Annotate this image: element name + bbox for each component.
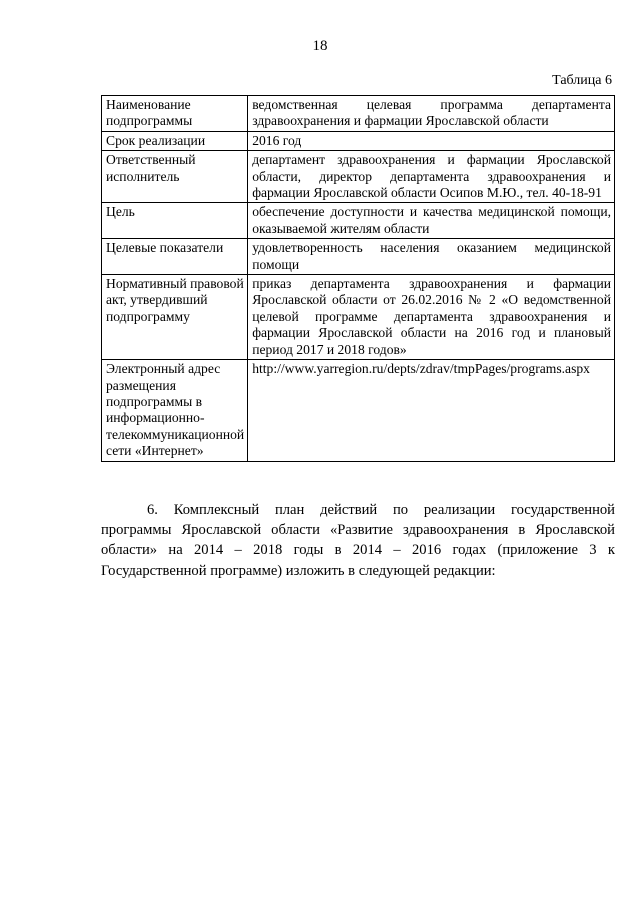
table-caption: Таблица 6 xyxy=(552,73,612,88)
table-row xyxy=(102,239,615,275)
row-label: Нормативный правовой акт, утвердивший подпрограмму xyxy=(102,275,248,360)
page-number: 18 xyxy=(312,38,328,54)
row-value: департамент здравоохранения и фармации Ярославской области, директор департамента здравоохранения и фармации Ярославской области Осипов М.Ю., тел. 40-18-91 xyxy=(248,151,615,203)
subprogram-url-link[interactable]: http://www.yarregion.ru/depts/zdrav/tmpPages/programs.aspx xyxy=(248,360,615,461)
subprogram-info-table xyxy=(101,95,615,462)
row-value: приказ департамента здравоохранения и фармации Ярославской области от 26.02.2016 № 2 «О ведомственной целевой программе департамента здравоохранения и фармации Ярославской области на 2016 год и плановый период 2017 и 2018 годов» xyxy=(248,275,615,360)
table-row xyxy=(102,275,615,360)
row-value: 2016 год xyxy=(248,131,615,150)
row-value: обеспечение доступности и качества медицинской помощи, оказываемой жителям области xyxy=(248,203,615,239)
row-label: Целевые показатели xyxy=(102,239,248,275)
row-label: Срок реализации xyxy=(102,131,248,150)
row-label: Наименование подпрограммы xyxy=(102,96,248,132)
table-row xyxy=(102,96,615,132)
row-value: удовлетворенность населения оказанием медицинской помощи xyxy=(248,239,615,275)
table-row xyxy=(102,151,615,203)
table-row xyxy=(102,131,615,150)
table-row xyxy=(102,360,615,461)
row-label: Цель xyxy=(102,203,248,239)
table-row xyxy=(102,203,615,239)
body-paragraph: 6. Комплексный план действий по реализации государственной программы Ярославской области «Развитие здравоохранения в Ярославской области» на 2014 – 2018 годы в 2014 – 2016 годах (приложение 3 к Государственной программе) изложить в следующей редакции: xyxy=(101,502,615,579)
row-label: Электронный адрес размещения подпрограммы в информационно-телекоммуникационной сети «Интернет» xyxy=(102,360,248,461)
row-label: Ответственный исполнитель xyxy=(102,151,248,203)
row-value: ведомственная целевая программа департамента здравоохранения и фармации Ярославской области xyxy=(248,96,615,132)
